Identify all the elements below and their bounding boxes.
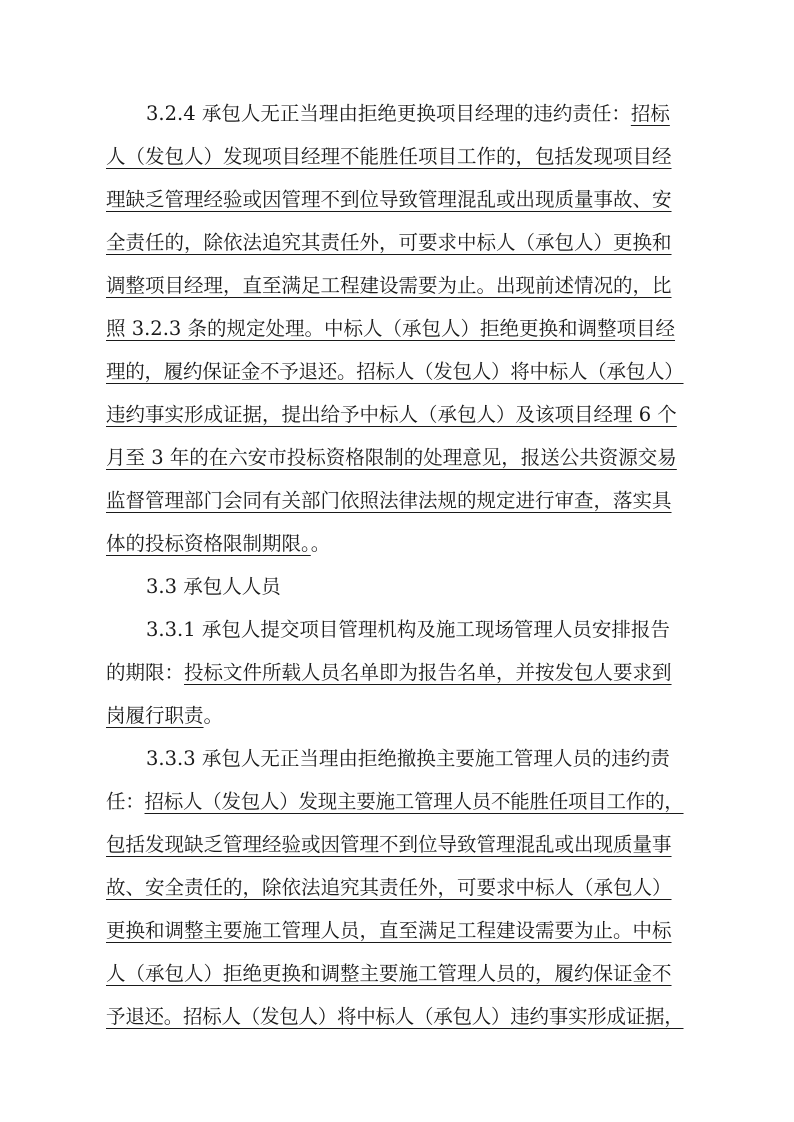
clause-3-3-1-line-3 bbox=[106, 704, 223, 728]
clause-3-3-3-line-4: 故、安全责任的，除依法追究其责任外，可要求中标人（承包人） bbox=[106, 876, 672, 899]
clause-3-2-4-line-3: 理缺乏管理经验或因管理不到位导致管理混乱或出现质量事故、安 bbox=[106, 188, 672, 211]
section-3-3-heading: 3.3 承包人人员 bbox=[146, 575, 281, 598]
underlined-text: 投标文件所载人员名单即为报告名单，并按发包人要求到 bbox=[184, 661, 672, 684]
clause-3-3-1-line-1: 3.3.1 承包人提交项目管理机构及施工现场管理人员安排报告 bbox=[146, 618, 670, 641]
clause-text: 3.2.4 承包人无正当理由拒绝更换项目经理的违约责任： bbox=[146, 102, 631, 125]
clause-3-2-4-line-2: 人（发包人）发现项目经理不能胜任项目工作的，包括发现项目经 bbox=[106, 145, 672, 168]
clause-3-2-4-line-1 bbox=[146, 102, 670, 126]
clause-3-3-3-line-3: 包括发现缺乏管理经验或因管理不到位导致管理混乱或出现质量事 bbox=[106, 833, 672, 856]
clause-text: 任： bbox=[106, 790, 145, 813]
clause-3-2-4-line-4: 全责任的，除依法追究其责任外，可要求中标人（承包人）更换和 bbox=[106, 231, 672, 254]
underlined-text: 招标人（发包人）发现主要施工管理人员不能胜任项目工作的， bbox=[144, 790, 684, 813]
clause-3-3-3-line-5: 更换和调整主要施工管理人员，直至满足工程建设需要为止。中标 bbox=[106, 919, 672, 942]
clause-3-2-4-line-9: 月至 3 年的在六安市投标资格限制的处理意见，报送公共资源交易 bbox=[106, 446, 677, 469]
clause-text: 。 bbox=[203, 704, 224, 727]
clause-3-3-3-line-7: 予退还。招标人（发包人）将中标人（承包人）违约事实形成证据， bbox=[106, 1005, 684, 1028]
clause-3-3-1-line-2 bbox=[106, 661, 672, 685]
clause-3-2-4-line-5: 调整项目经理，直至满足工程建设需要为止。出现前述情况的，比 bbox=[106, 274, 672, 297]
underlined-text: 招标 bbox=[630, 102, 670, 125]
underlined-text: 岗履行职责 bbox=[106, 704, 204, 727]
clause-text: 的期限： bbox=[106, 661, 185, 684]
clause-text: 。 bbox=[310, 532, 331, 555]
clause-3-3-3-line-2 bbox=[106, 790, 684, 814]
clause-3-3-3-line-6: 人（承包人）拒绝更换和调整主要施工管理人员的，履约保证金不 bbox=[106, 962, 672, 985]
clause-3-2-4-line-10: 监督管理部门会同有关部门依照法律法规的规定进行审查，落实具 bbox=[106, 489, 672, 512]
clause-3-2-4-line-11 bbox=[106, 532, 330, 556]
clause-3-2-4-line-7: 理的，履约保证金不予退还。招标人（发包人）将中标人（承包人） bbox=[106, 360, 684, 383]
clause-3-3-3-line-1: 3.3.3 承包人无正当理由拒绝撤换主要施工管理人员的违约责 bbox=[146, 747, 670, 770]
clause-3-2-4-line-8: 违约事实形成证据，提出给予中标人（承包人）及该项目经理 6 个 bbox=[106, 403, 677, 426]
clause-3-2-4-line-6: 照 3.2.3 条的规定处理。中标人（承包人）拒绝更换和调整项目经 bbox=[106, 317, 676, 340]
underlined-text: 体的投标资格限制期限。 bbox=[106, 532, 311, 555]
